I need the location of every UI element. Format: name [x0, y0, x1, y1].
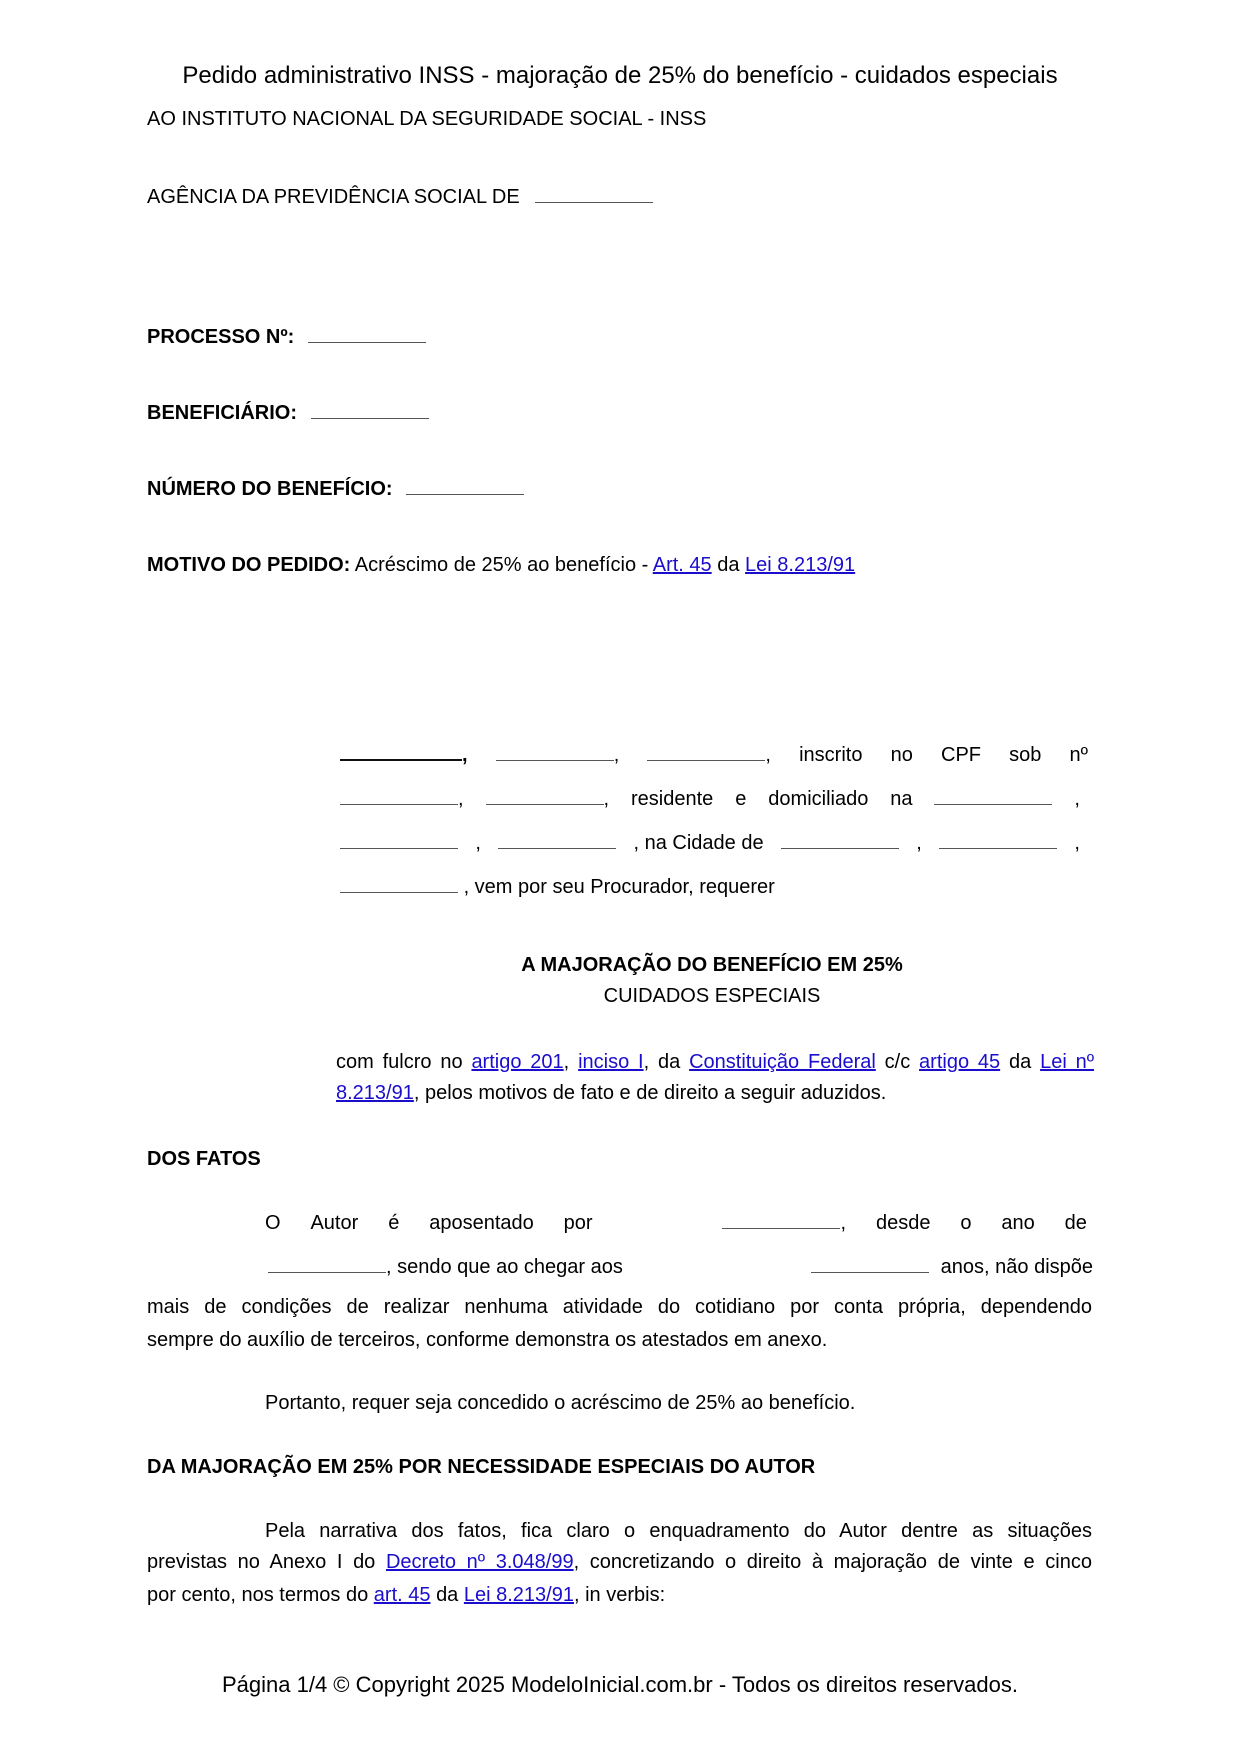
text: com fulcro no: [336, 1051, 463, 1073]
artigo-201-link[interactable]: artigo 201: [471, 1051, 564, 1073]
beneficiario-label: BENEFICIÁRIO:: [147, 402, 297, 424]
word: nº: [1069, 744, 1088, 766]
rg-blank[interactable]: [486, 803, 604, 805]
lei-8213-link-2[interactable]: 8.213/91: [336, 1082, 414, 1104]
majoracao-line-1: Pela narrativa dos fatos, fica claro o enquadramento do Autor dentre as situações: [265, 1520, 1092, 1542]
motivo-text: Acréscimo de 25% ao benefício -: [354, 554, 649, 576]
text: anos, não dispõe: [940, 1256, 1093, 1278]
decreto-3048-link[interactable]: Decreto nº 3.048/99: [385, 1551, 574, 1573]
document-title: Pedido administrativo INSS - majoração de 25% do benefício - cuidados especiais: [182, 62, 1058, 89]
city-label: , na Cidade de: [633, 832, 764, 854]
cpf-blank[interactable]: [340, 803, 458, 805]
word: o: [960, 1212, 972, 1234]
qualification-line-2: [340, 788, 1080, 811]
text: , concretizando o direito à majoração de vinte e cinco: [573, 1551, 1092, 1573]
word: domiciliado: [768, 788, 869, 810]
facts-line-3: mais de condições de realizar nenhuma atividade do cotidiano por conta própria, dependendo: [147, 1296, 1092, 1318]
beneficiario-blank[interactable]: [311, 417, 429, 419]
text: , in verbis:: [573, 1584, 666, 1606]
legal-basis: [336, 1047, 1094, 1109]
word: desde: [875, 1212, 931, 1234]
comma: ,: [613, 744, 620, 766]
lei-nº-link[interactable]: Lei nº: [1040, 1051, 1095, 1073]
comma: ,: [916, 832, 922, 854]
nationality-blank[interactable]: [496, 759, 614, 761]
text: ,: [563, 1051, 570, 1073]
processo-blank[interactable]: [308, 341, 426, 343]
age-blank[interactable]: [811, 1271, 929, 1273]
word: no: [890, 744, 913, 766]
artigo-45-link[interactable]: artigo 45: [919, 1051, 1001, 1073]
page-footer: Página 1/4 © Copyright 2025 ModeloInicial.com.br - Todos os direitos reservados.: [222, 1672, 1018, 1697]
text: , sendo que ao chegar aos: [386, 1256, 623, 1278]
state-blank[interactable]: [939, 847, 1057, 849]
addressee: AO INSTITUTO NACIONAL DA SEGURIDADE SOCIAL - INSS: [147, 108, 707, 130]
majoracao-heading: DA MAJORAÇÃO EM 25% POR NECESSIDADE ESPECIAIS DO AUTOR: [147, 1456, 816, 1478]
word: sob: [1009, 744, 1042, 766]
art-45-link[interactable]: Art. 45: [652, 554, 712, 576]
comma: ,: [1074, 832, 1080, 854]
facts-line-1: [265, 1212, 1087, 1235]
agency-line: [147, 186, 653, 209]
lei-8213-link[interactable]: Lei 8.213/91: [745, 554, 856, 576]
word: é: [388, 1212, 400, 1234]
text: da: [1009, 1051, 1032, 1073]
text: c/c: [884, 1051, 911, 1073]
street-blank[interactable]: [934, 803, 1052, 805]
qualification-line-1: [340, 744, 1088, 767]
cep-blank[interactable]: [340, 891, 458, 893]
word: e: [735, 788, 747, 810]
agency-blank[interactable]: [535, 201, 653, 203]
majoracao-line-3: [147, 1584, 665, 1607]
word: ano: [1001, 1212, 1035, 1234]
comma: ,: [458, 788, 464, 810]
word: aposentado: [429, 1212, 534, 1234]
facts-conclusion: Portanto, requer seja concedido o acréscimo de 25% ao benefício.: [265, 1392, 856, 1414]
numero-beneficio-line: [147, 478, 524, 501]
request-heading: A MAJORAÇÃO DO BENEFÍCIO EM 25%: [521, 954, 903, 976]
word: CPF: [941, 744, 981, 766]
text: previstas no Anexo I do: [147, 1551, 376, 1573]
word: residente: [631, 788, 714, 810]
lei-8213-link-3[interactable]: Lei 8.213/91: [463, 1584, 574, 1606]
comma: ,: [603, 788, 610, 810]
inciso-i-link[interactable]: inciso I: [578, 1051, 644, 1073]
beneficiario-line: [147, 402, 429, 425]
facts-line-4: sempre do auxílio de terceiros, conforme demonstra os atestados em anexo.: [147, 1329, 828, 1351]
word: Autor: [310, 1212, 359, 1234]
word: inscrito: [799, 744, 863, 766]
word: por: [563, 1212, 593, 1234]
majoracao-line-2: [147, 1547, 1092, 1578]
name-blank[interactable]: [340, 758, 462, 761]
qualification-line-4: [340, 876, 775, 899]
comma: ,: [1074, 788, 1080, 810]
motivo-mid: da: [717, 554, 740, 576]
qualification-line-3: [340, 832, 1080, 855]
text: , da: [643, 1051, 681, 1073]
comma: ,: [765, 744, 771, 766]
civil-status-blank[interactable]: [647, 759, 765, 761]
retirement-type-blank[interactable]: [722, 1227, 840, 1229]
numero-beneficio-label: NÚMERO DO BENEFÍCIO:: [147, 478, 393, 500]
neighborhood-blank[interactable]: [498, 847, 616, 849]
request-subheading: CUIDADOS ESPECIAIS: [603, 985, 821, 1007]
text: , pelos motivos de fato e de direito a seguir aduzidos.: [413, 1082, 887, 1104]
city-blank[interactable]: [781, 847, 899, 849]
comma: ,: [840, 1212, 847, 1234]
processo-line: [147, 326, 426, 349]
word: de: [1064, 1212, 1087, 1234]
requester-text: , vem por seu Procurador, requerer: [463, 876, 775, 898]
text: da: [436, 1584, 459, 1606]
year-blank[interactable]: [268, 1271, 386, 1273]
agency-label: AGÊNCIA DA PREVIDÊNCIA SOCIAL DE: [147, 186, 520, 208]
comma: ,: [475, 832, 481, 854]
number-blank[interactable]: [340, 847, 458, 849]
numero-beneficio-blank[interactable]: [406, 493, 524, 495]
word: na: [890, 788, 913, 810]
dos-fatos-heading: DOS FATOS: [147, 1148, 261, 1170]
motivo-line: [147, 554, 855, 577]
facts-line-2: [268, 1256, 1093, 1279]
comma: ,: [462, 744, 468, 766]
constituicao-federal-link[interactable]: Constituição Federal: [689, 1051, 876, 1073]
motivo-label: MOTIVO DO PEDIDO:: [147, 554, 351, 576]
text: por cento, nos termos do: [147, 1584, 369, 1606]
art-45-link-2[interactable]: art. 45: [373, 1584, 431, 1606]
word: O: [265, 1212, 281, 1234]
processo-label: PROCESSO Nº:: [147, 326, 295, 348]
